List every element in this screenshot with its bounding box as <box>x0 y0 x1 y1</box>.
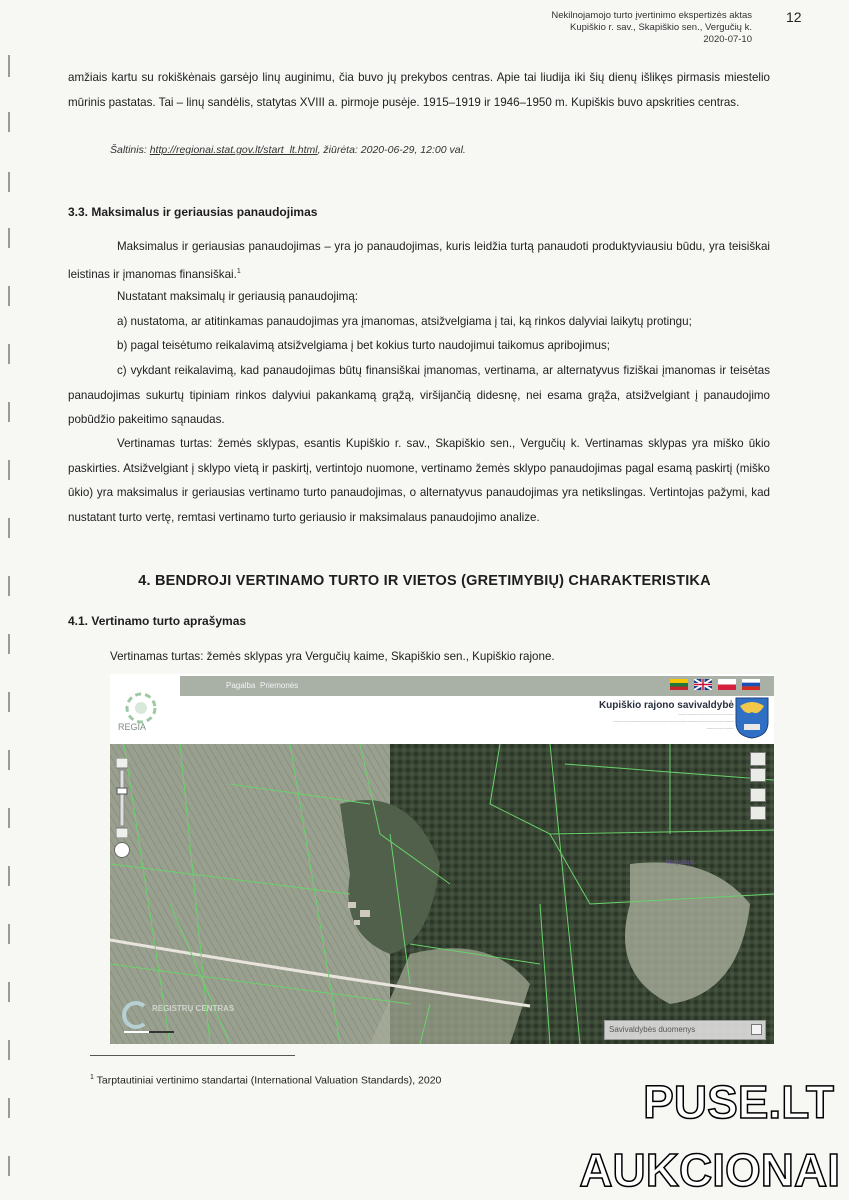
nav-tools[interactable]: Priemonės <box>260 681 299 690</box>
watermark-line1: PUSE.LT <box>643 1076 834 1128</box>
municipality-contact: ⸺⸺⸺⸺⸺⸺ ⸺⸺⸺⸺⸺⸺⸺⸺⸺⸺⸺⸺⸺ ⸺⸺⸺ <box>613 712 734 732</box>
page-number: 12 <box>786 9 802 25</box>
binder-mark <box>8 982 10 1002</box>
data-panel-expand-icon[interactable] <box>751 1024 762 1035</box>
binder-mark <box>8 1098 10 1118</box>
binder-mark <box>8 1156 10 1176</box>
map-topbar <box>180 676 774 696</box>
layers-icon[interactable] <box>750 806 766 820</box>
footnote-divider <box>90 1055 295 1056</box>
footnote-marker: 1 <box>90 1074 94 1081</box>
paragraph-assessment: Vertinamas turtas: žemės sklypas, esantis Kupiškio r. sav., Skapiškio sen., Vergučių k. Vertinamas sklypas yra miško ūkio paskirties. Atsižvelgiant į sklypo vietą ir paskirtį, vertintojo nuomone, vertinamo žemės sklypo panaudojimas pagal esamą paskirtį (miško ūkio) yra maksimalus ir geriausias vertinamo turto panaudojimas, o alternatyvus panaudojimas yra netikslingas. Vertintojas pažymi, kad nustatant turto vertę, remtasi vertinamo turto geriausio ir maksimalaus panaudojimo analize. <box>68 437 770 524</box>
source-suffix: , žiūrėta: 2020-06-29, 12:00 val. <box>317 144 466 156</box>
binder-mark <box>8 1040 10 1060</box>
binder-mark <box>8 750 10 770</box>
document-header <box>551 10 752 46</box>
header-title: Nekilnojamojo turto įvertinimo ekspertizės aktas <box>551 10 752 21</box>
fullscreen-icon[interactable] <box>750 752 766 766</box>
section-heading-4-1: 4.1. Vertinamo turto aprašymas <box>68 614 247 628</box>
zoom-slider[interactable] <box>116 758 128 838</box>
extent-icon[interactable] <box>750 768 766 782</box>
property-description: Vertinamas turtas: žemės sklypas yra Vergučių kaime, Skapiškio sen., Kupiškio rajone. <box>110 650 555 663</box>
footnote <box>90 1074 441 1087</box>
flag-lt-icon[interactable] <box>670 679 688 690</box>
source-prefix: Šaltinis: <box>110 144 150 156</box>
flag-pl-icon[interactable] <box>718 679 736 690</box>
data-panel-label: Savivaldybės duomenys <box>609 1025 696 1034</box>
village-label: Vergučių k. <box>666 860 696 866</box>
binder-mark <box>8 344 10 364</box>
definition-text: Maksimalus ir geriausias panaudojimas – yra jo panaudojimas, kuris leidžia turtą panaudoti produktyviausiu būdu, yra teisiškai leistinas ir įmanomas finansiškai. <box>68 240 770 281</box>
intro-paragraph: amžiais kartu su rokiškėnais garsėjo linų auginimu, čia buvo jų prekybos centras. Apie tai liudija iki šių dienų išlikęs pirmasis miestelio mūrinis pastatas. Tai – linų sandėlis, statytas XVIII a. pirmoje pusėje. 1915–1919 ir 1946–1950 m. Kupiškis buvo apskrities centras. <box>68 71 770 109</box>
paragraph-intro-list: Nustatant maksimalų ir geriausią panaudojimą: <box>117 290 359 303</box>
language-flags <box>670 679 760 690</box>
footnote-ref[interactable]: 1 <box>236 267 241 275</box>
binder-mark <box>8 112 10 132</box>
flag-ru-icon[interactable] <box>742 679 760 690</box>
binder-mark <box>8 692 10 712</box>
watermark-puse <box>636 1072 836 1132</box>
source-line <box>110 144 466 156</box>
nav-help[interactable]: Pagalba <box>226 681 256 690</box>
binder-mark <box>8 172 10 192</box>
paragraph-definition <box>68 235 770 287</box>
list-item-c: c) vykdant reikalavimą, kad panaudojimas būtų finansiškai įmanomas, vertinama, ar alternatyvus fiziškai įmanomas ir teisėtas panaudojimas sukurtų tipiniam rinkos dalyviui pakankamą grąžą, viršijančią didesnę, nei esama grąža, atsižvelgiant į panaudojimo pobūdžio pakeitimo sąnaudas. <box>68 364 770 426</box>
binder-mark <box>8 460 10 480</box>
municipality-name: Kupiškio rajono savivaldybė <box>598 700 734 711</box>
header-date: 2020-07-10 <box>703 34 752 45</box>
visibility-eye-icon[interactable] <box>114 842 130 858</box>
binder-mark <box>8 808 10 828</box>
list-item-b: b) pagal teisėtumo reikalavimą atsižvelgiama į bet kokius turto naudojimui taikomus apribojimus; <box>117 339 610 352</box>
regia-label: REGIA <box>118 722 147 732</box>
flag-en-icon[interactable] <box>694 679 712 690</box>
section-heading-3-3: 3.3. Maksimalus ir geriausias panaudojimas <box>68 205 318 219</box>
binder-mark <box>8 402 10 422</box>
binder-mark <box>8 924 10 944</box>
binder-mark <box>8 518 10 538</box>
list-item-a: a) nustatoma, ar atitinkamas panaudojimas yra įmanomas, atsižvelgiama į tai, ką rinkos dalyviai laikytų protingu; <box>117 315 692 328</box>
binder-mark <box>8 866 10 886</box>
source-link[interactable]: http://regionai.stat.gov.lt/start_lt.html <box>149 144 318 156</box>
watermark-line2: AUKCIONAI <box>579 1144 840 1196</box>
coat-of-arms-icon <box>734 696 770 740</box>
scale-bar <box>124 1030 174 1034</box>
binder-mark <box>8 228 10 248</box>
watermark-aukcionai <box>570 1140 842 1200</box>
registru-centras-text: REGISTRŲ CENTRAS <box>152 1004 235 1013</box>
binder-mark <box>8 286 10 306</box>
registru-centras-logo-icon <box>120 1000 148 1030</box>
footnote-text: Tarptautiniai vertinimo standartai (International Valuation Standards), 2020 <box>93 1074 442 1087</box>
section-heading-4: 4. BENDROJI VERTINAMO TURTO IR VIETOS (GRETIMYBIŲ) CHARAKTERISTIKA <box>138 573 711 589</box>
binder-mark <box>8 634 10 654</box>
aerial-map[interactable] <box>110 744 774 1044</box>
map-screenshot[interactable] <box>110 674 774 1044</box>
header-location: Kupiškio r. sav., Skapiškio sen., Vergučių k. <box>570 22 752 33</box>
municipality-data-panel[interactable] <box>604 1020 766 1040</box>
binder-mark <box>8 55 10 77</box>
print-icon[interactable] <box>750 788 766 802</box>
